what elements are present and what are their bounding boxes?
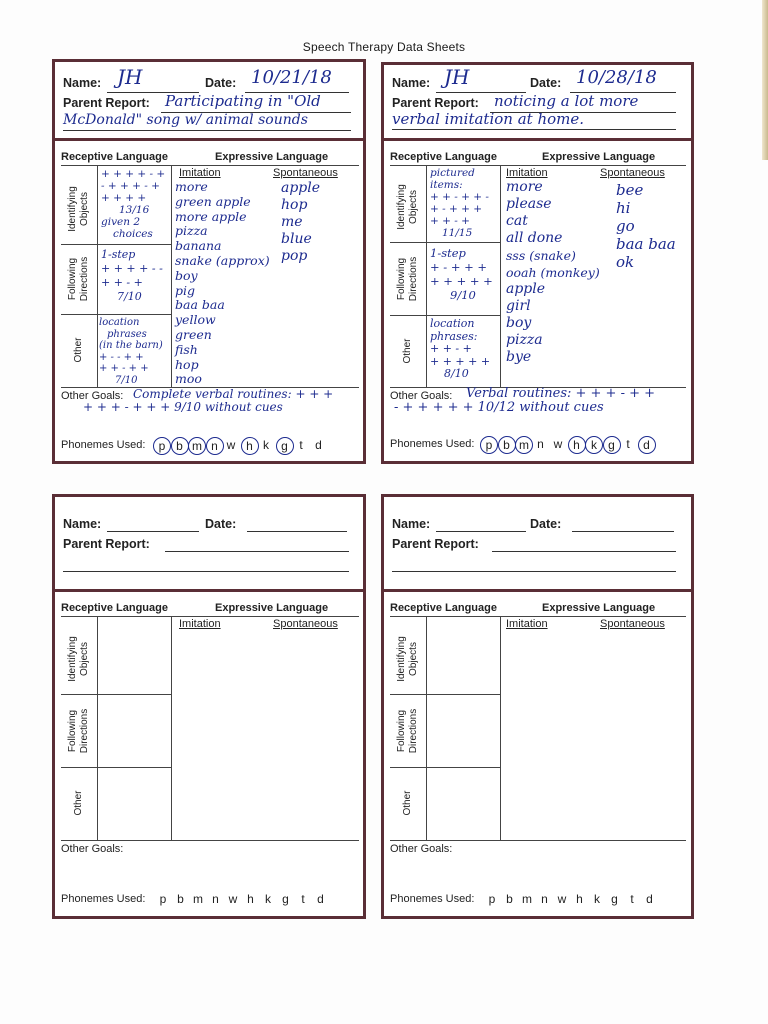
phoneme-g[interactable]: g bbox=[603, 436, 621, 454]
phoneme-m[interactable]: m bbox=[188, 437, 206, 455]
sheet-3 bbox=[52, 494, 366, 919]
other-data[interactable]: location phrases (in the barn) + - - + + + + - + + 7/10 bbox=[99, 317, 163, 386]
phoneme-n[interactable]: n bbox=[206, 437, 224, 455]
parent-report-line-1[interactable]: Participating in "Old bbox=[165, 92, 321, 110]
phoneme-w[interactable]: w bbox=[228, 892, 238, 906]
imitation-heading: Imitation bbox=[179, 167, 221, 179]
phoneme-d[interactable]: d bbox=[646, 892, 653, 906]
parent-report-label: Parent Report: bbox=[392, 537, 479, 551]
spontaneous-heading: Spontaneous bbox=[600, 167, 665, 179]
following-directions-label: Following Directions bbox=[67, 708, 90, 754]
name-label: Name: bbox=[63, 76, 102, 90]
phoneme-d[interactable]: d bbox=[638, 436, 656, 454]
date-label: Date: bbox=[530, 76, 562, 90]
phoneme-b[interactable]: b bbox=[498, 436, 516, 454]
sheet-4 bbox=[381, 494, 694, 919]
phoneme-b[interactable]: b bbox=[177, 892, 184, 906]
spontaneous-heading: Spontaneous bbox=[600, 618, 665, 630]
page-edge-shadow bbox=[762, 0, 768, 160]
imitation-heading: Imitation bbox=[506, 618, 548, 630]
parent-report-line-2[interactable]: verbal imitation at home. bbox=[392, 110, 585, 128]
phoneme-t[interactable]: t bbox=[299, 438, 303, 452]
identifying-objects-label: Identifying Objects bbox=[67, 636, 90, 682]
following-data[interactable]: 1-step + - + + + + + + + + 9/10 bbox=[430, 246, 493, 302]
name-field[interactable] bbox=[436, 531, 526, 532]
sheet-2-header bbox=[384, 65, 691, 141]
phoneme-h[interactable]: h bbox=[568, 436, 586, 454]
phonemes-label: Phonemes Used: bbox=[390, 893, 475, 905]
identifying-objects-label: Identifying Objects bbox=[67, 186, 90, 232]
parent-report-label: Parent Report: bbox=[63, 537, 150, 551]
phoneme-p[interactable]: p bbox=[153, 437, 171, 455]
following-directions-label: Following Directions bbox=[396, 708, 419, 754]
date-value[interactable]: 10/28/18 bbox=[576, 67, 657, 88]
expressive-heading: Expressive Language bbox=[215, 602, 329, 614]
phoneme-p[interactable]: p bbox=[159, 892, 167, 906]
following-directions-label: Following Directions bbox=[396, 256, 419, 302]
other-label: Other bbox=[402, 790, 413, 816]
spontaneous-heading: Spontaneous bbox=[273, 167, 338, 179]
date-value[interactable]: 10/21/18 bbox=[251, 67, 332, 88]
identifying-objects-label: Identifying Objects bbox=[396, 184, 419, 230]
parent-report-label: Parent Report: bbox=[392, 96, 479, 110]
phoneme-b[interactable]: b bbox=[171, 437, 189, 455]
phoneme-t[interactable]: t bbox=[301, 892, 305, 906]
phoneme-n[interactable]: n bbox=[541, 892, 548, 906]
other-goals-text[interactable]: Complete verbal routines: + + + + + + - + + + 9/10 without cues bbox=[83, 387, 334, 414]
phoneme-p[interactable]: p bbox=[480, 436, 498, 454]
phonemes-label: Phonemes Used: bbox=[61, 893, 146, 905]
phoneme-g[interactable]: g bbox=[611, 892, 618, 906]
phoneme-m[interactable]: m bbox=[522, 892, 532, 906]
name-label: Name: bbox=[63, 517, 102, 531]
identifying-data[interactable]: + + + + - + - + + + - + + + + + 13/16 given 2 choices bbox=[101, 168, 166, 240]
name-field[interactable] bbox=[107, 531, 199, 532]
parent-report-field[interactable] bbox=[492, 551, 676, 552]
parent-report-label: Parent Report: bbox=[63, 96, 150, 110]
receptive-heading: Receptive Language bbox=[390, 151, 497, 163]
phoneme-k[interactable]: k bbox=[585, 436, 603, 454]
name-label: Name: bbox=[392, 76, 431, 90]
sheet-3-header bbox=[55, 497, 363, 592]
parent-report-line-1[interactable]: noticing a lot more bbox=[494, 92, 639, 110]
phoneme-w[interactable]: w bbox=[226, 438, 236, 452]
date-label: Date: bbox=[530, 517, 562, 531]
phoneme-h[interactable]: h bbox=[247, 892, 254, 906]
other-data[interactable]: location phrases: + + - + + + + + + 8/10 bbox=[430, 317, 491, 380]
spontaneous-heading: Spontaneous bbox=[273, 618, 338, 630]
sheet-1 bbox=[52, 59, 366, 464]
phoneme-w[interactable]: w bbox=[553, 437, 563, 451]
expressive-heading: Expressive Language bbox=[215, 151, 329, 163]
phoneme-k[interactable]: k bbox=[263, 438, 269, 452]
page-title: Speech Therapy Data Sheets bbox=[302, 40, 466, 54]
phoneme-n[interactable]: n bbox=[212, 892, 219, 906]
phoneme-b[interactable]: b bbox=[506, 892, 513, 906]
other-label: Other bbox=[73, 337, 84, 363]
phoneme-p[interactable]: p bbox=[488, 892, 496, 906]
imitation-heading: Imitation bbox=[506, 167, 548, 179]
name-label: Name: bbox=[392, 517, 431, 531]
phoneme-m[interactable]: m bbox=[193, 892, 203, 906]
name-value[interactable]: JH bbox=[444, 65, 470, 89]
phoneme-n[interactable]: n bbox=[537, 437, 544, 451]
phonemes-label: Phonemes Used: bbox=[61, 439, 146, 451]
phoneme-h[interactable]: h bbox=[241, 437, 259, 455]
other-goals-label: Other Goals: bbox=[390, 843, 453, 855]
expressive-heading: Expressive Language bbox=[542, 602, 656, 614]
phoneme-g[interactable]: g bbox=[282, 892, 289, 906]
phoneme-k[interactable]: k bbox=[265, 892, 271, 906]
phoneme-d[interactable]: d bbox=[317, 892, 324, 906]
following-data[interactable]: 1-step + + + + - - + + - + 7/10 bbox=[101, 248, 163, 303]
sheet-4-header bbox=[384, 497, 691, 592]
sheet-2 bbox=[381, 62, 694, 464]
parent-report-line-2[interactable]: McDonald" song w/ animal sounds bbox=[63, 112, 308, 128]
other-label: Other bbox=[402, 338, 413, 364]
other-goals-label: Other Goals: bbox=[61, 843, 124, 855]
phoneme-k[interactable]: k bbox=[594, 892, 600, 906]
phoneme-h[interactable]: h bbox=[576, 892, 583, 906]
identifying-data[interactable]: pictured items: + + - + + - + - + + + + + - + 11/15 bbox=[430, 167, 489, 239]
receptive-heading: Receptive Language bbox=[390, 602, 497, 614]
phoneme-m[interactable]: m bbox=[515, 436, 533, 454]
phoneme-g[interactable]: g bbox=[276, 437, 294, 455]
imitation-heading: Imitation bbox=[179, 618, 221, 630]
other-goals-text[interactable]: Verbal routines: + + + - + + - + + + + + 10/12 without cues bbox=[394, 386, 656, 415]
expressive-heading: Expressive Language bbox=[542, 151, 656, 163]
imitation-list[interactable]: more green apple more apple pizza banana snake (approx) boy pig baa baa yellow green fish hop moo bbox=[175, 179, 270, 387]
spontaneous-list[interactable]: bee hi go baa baa ok bbox=[616, 181, 676, 271]
other-label: Other bbox=[73, 790, 84, 816]
date-label: Date: bbox=[205, 76, 237, 90]
phonemes-label: Phonemes Used: bbox=[390, 438, 475, 450]
sheet-1-header bbox=[55, 62, 363, 141]
identifying-objects-label: Identifying Objects bbox=[396, 636, 419, 682]
phoneme-d[interactable]: d bbox=[315, 438, 322, 452]
receptive-heading: Receptive Language bbox=[61, 151, 168, 163]
date-label: Date: bbox=[205, 517, 237, 531]
date-field[interactable] bbox=[247, 531, 347, 532]
phoneme-t[interactable]: t bbox=[630, 892, 634, 906]
name-value[interactable]: JH bbox=[117, 65, 143, 89]
parent-report-field[interactable] bbox=[165, 551, 349, 552]
phoneme-w[interactable]: w bbox=[557, 892, 567, 906]
other-goals-label: Other Goals: bbox=[61, 390, 124, 402]
receptive-heading: Receptive Language bbox=[61, 602, 168, 614]
imitation-list[interactable]: more please cat all done sss (snake) ooah (monkey) apple girl boy pizza bye bbox=[506, 179, 600, 365]
following-directions-label: Following Directions bbox=[67, 256, 90, 302]
spontaneous-list[interactable]: apple hop me blue pop bbox=[281, 180, 321, 264]
other-goals-label: Other Goals: bbox=[390, 390, 453, 402]
date-field[interactable] bbox=[572, 531, 674, 532]
phoneme-t[interactable]: t bbox=[626, 437, 630, 451]
